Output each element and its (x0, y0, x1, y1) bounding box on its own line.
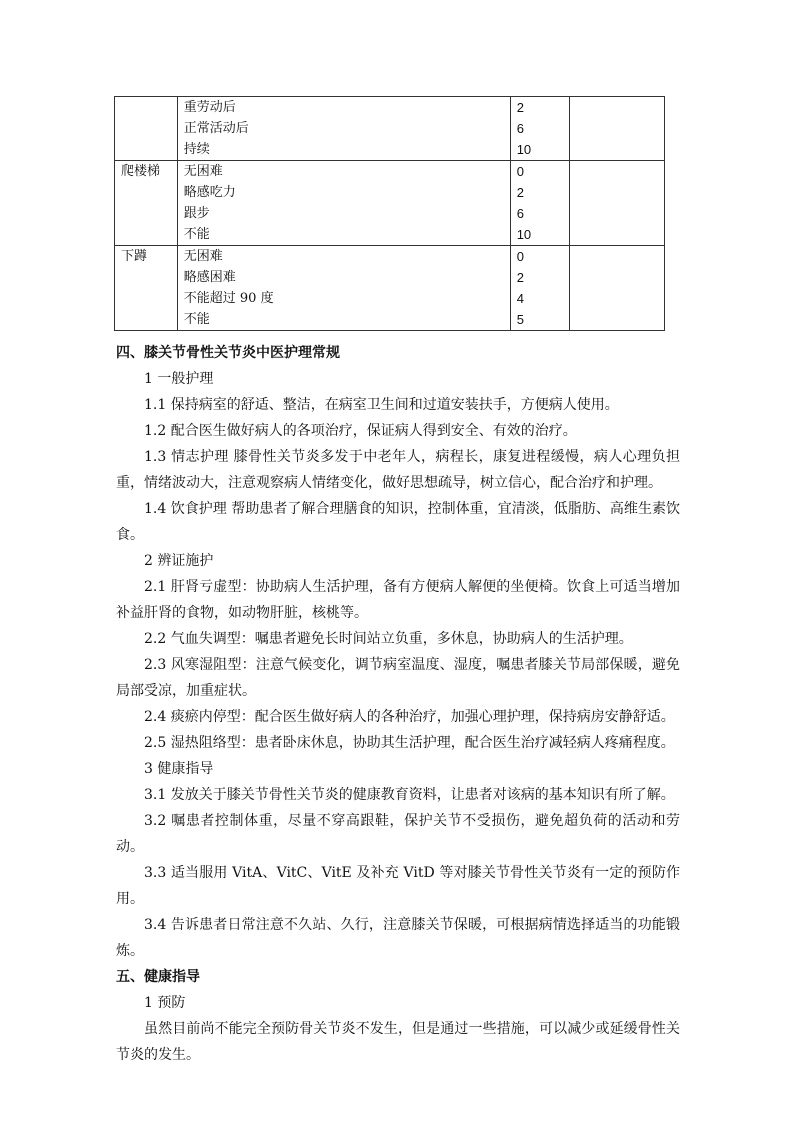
score-cell (510, 246, 570, 331)
paragraph: 2.4 痰瘀内停型：配合医生做好病人的各种治疗，加强心理护理，保持病房安静舒适。 (144, 709, 675, 725)
item-cell (115, 161, 178, 246)
options-cell (177, 97, 510, 161)
score-value: 0 (516, 249, 524, 264)
options-cell (177, 246, 510, 331)
option-text: 重劳动后 (183, 100, 236, 115)
table-row (115, 161, 665, 246)
paragraph: 2.1 肝肾亏虚型：协助病人生活护理，备有方便病人解便的坐便椅。饮食上可适当增加补益肝肾的食物，如动物肝脏，核桃等。 (116, 579, 680, 621)
score-value: 5 (516, 312, 524, 327)
paragraph: 1.2 配合医生做好病人的各项治疗，保证病人得到安全、有效的治疗。 (144, 423, 577, 439)
table-row (115, 97, 665, 161)
item-label (115, 97, 177, 118)
paragraph: 2.5 湿热阻络型：患者卧床休息，协助其生活护理，配合医生治疗减轻病人疼痛程度。 (144, 735, 675, 751)
option-text: 无困难 (183, 164, 223, 179)
score-cell (510, 97, 570, 161)
option-text: 持续 (183, 142, 210, 157)
item-label: 下蹲 (121, 249, 148, 264)
option-text: 略感困难 (183, 270, 236, 285)
section-heading: 五、健康指导 (116, 969, 200, 985)
section-heading: 四、膝关节骨性关节炎中医护理常规 (116, 345, 340, 361)
empty-cell (570, 246, 665, 331)
options-cell (177, 161, 510, 246)
document-body (116, 340, 680, 1068)
empty-cell (570, 161, 665, 246)
score-value: 10 (516, 227, 532, 242)
subsection-heading: 2 辨证施护 (144, 553, 214, 569)
paragraph: 2.3 风寒湿阻型：注意气候变化，调节病室温度、湿度，嘱患者膝关节局部保暖，避免局部受凉，加重症状。 (116, 657, 680, 699)
paragraph: 3.2 嘱患者控制体重，尽量不穿高跟鞋，保护关节不受损伤，避免超负荷的活动和劳动。 (116, 813, 680, 855)
item-label: 爬楼梯 (121, 164, 161, 179)
score-cell (510, 161, 570, 246)
paragraph: 虽然目前尚不能完全预防骨关节炎不发生，但是通过一些措施，可以减少或延缓骨性关节炎的发生。 (116, 1021, 680, 1063)
paragraph: 3.1 发放关于膝关节骨性关节炎的健康教育资料，让患者对该病的基本知识有所了解。 (144, 787, 675, 803)
option-text: 无困难 (183, 249, 223, 264)
item-cell (115, 97, 178, 161)
option-text: 略感吃力 (183, 185, 236, 200)
score-value: 4 (516, 291, 524, 306)
item-cell (115, 246, 178, 331)
option-text: 不能超过 90 度 (183, 291, 274, 306)
score-value: 6 (516, 206, 524, 221)
option-text: 不能 (183, 227, 210, 242)
option-text: 不能 (183, 312, 210, 327)
score-value: 0 (516, 164, 524, 179)
paragraph: 1.4 饮食护理 帮助患者了解合理膳食的知识，控制体重，宜清淡，低脂肪、高维生素饮食。 (116, 501, 680, 543)
subsection-heading: 3 健康指导 (144, 761, 214, 777)
paragraph: 1.1 保持病室的舒适、整洁，在病室卫生间和过道安装扶手，方便病人使用。 (144, 397, 619, 413)
score-value: 2 (516, 270, 524, 285)
paragraph: 1.3 情志护理 膝骨性关节炎多发于中老年人，病程长，康复进程缓慢，病人心理负担重，情绪波动大，注意观察病人情绪变化，做好思想疏导，树立信心，配合治疗和护理。 (116, 449, 680, 491)
paragraph: 3.4 告诉患者日常注意不久站、久行，注意膝关节保暖，可根据病情选择适当的功能锻炼。 (116, 917, 680, 959)
score-table (114, 96, 665, 331)
empty-cell (570, 97, 665, 161)
option-text: 跟步 (183, 206, 210, 221)
paragraph: 2.2 气血失调型：嘱患者避免长时间站立负重，多休息，协助病人的生活护理。 (144, 631, 633, 647)
score-value: 10 (516, 142, 532, 157)
score-value: 6 (516, 121, 524, 136)
table-row (115, 246, 665, 331)
option-text: 正常活动后 (183, 121, 249, 136)
paragraph: 3.3 适当服用 VitA、VitC、VitE 及补充 VitD 等对膝关节骨性关节炎有一定的预防作用。 (116, 865, 680, 907)
subsection-heading: 1 一般护理 (144, 371, 214, 387)
subsection-heading: 1 预防 (144, 995, 186, 1011)
score-value: 2 (516, 185, 524, 200)
score-value: 2 (516, 100, 524, 115)
